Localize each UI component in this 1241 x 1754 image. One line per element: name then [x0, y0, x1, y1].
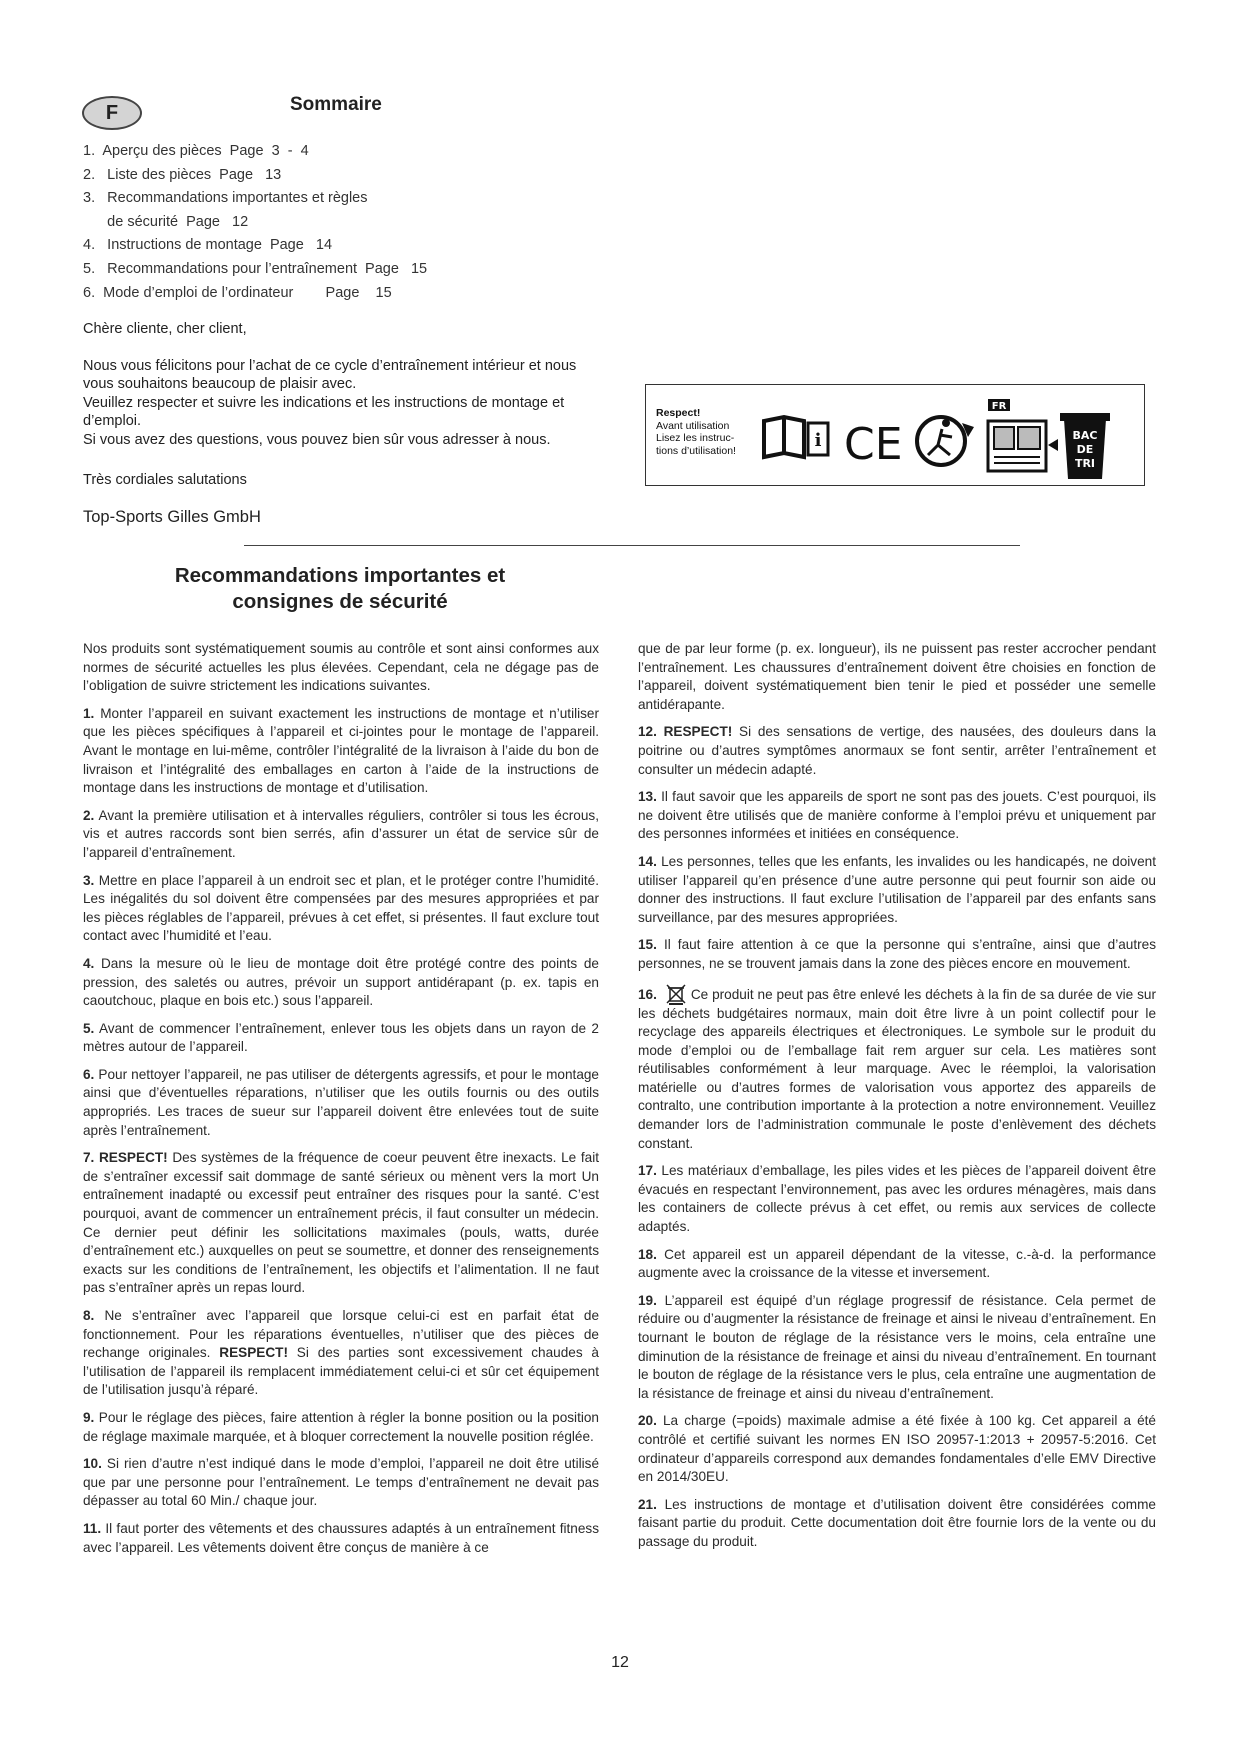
safety-paragraph: que de par leur forme (p. ex. longueur), ils ne puissent pas rester accrocher pendant l’entraînement. Les chaussures d’entraînement doivent être choisies en fonction de l’appareil, doivent systématiquement bien tenir le pied et posséder une semelle antidérapante. — [638, 641, 1156, 712]
safety-paragraph: 18. Cet appareil est un appareil dépendant de la vitesse, c.-à-d. la performance augmente avec la croissance de la vitesse et inversement. — [638, 1246, 1157, 1281]
safety-paragraph: 1. Monter l’appareil en suivant exactement les instructions de montage et n’utiliser que les pièces spécifiques à l’appareil et ci-jointes pour le montage de l’appareil. Avant le montage en lui-même, contrôler l’intégralité de la livraison à l’aide du bon de livraison et l’intégralité des emballages en carton à l’aide de la instructions de montage dans les instructions de montage et d’utilisation. — [83, 705, 600, 796]
intro-letter — [83, 320, 603, 490]
letter-paragraph: Veuillez respecter et suivre les indications et les instructions de montage et d’emploi. — [83, 394, 565, 429]
toc-item: de sécurité Page 12 — [83, 213, 249, 230]
manual-info-icon — [764, 417, 828, 457]
safety-paragraph: 8. Ne s’entraîner avec l’appareil que lorsque celui-ci est en parfait état de fonctionnement. Pour les réparations éventuelles, n’utiliser que des pièces de rechange originales. RESPECT! Si des parties sont excessivement chaudes à l’utilisation de l’appareil ils remplacent immédiatement celui-ci et sûr cet équipement de l’utilisation jusqu’à réparé. — [83, 1308, 600, 1398]
language-badge: F — [82, 96, 142, 130]
safety-paragraph: 16. Ce produit ne peut pas être enlevé les déchets à la fin de sa durée de vie sur les déchets budgétaires normaux, main doit être livre à un point collectif pour le recyclage des appareils électriques et électroniques. Le symbole sur le produit du mode d’emploi ou de l’emballage fait rem arguer sur cela. Les matières sont réutilisables conformément à leur marquage. Avec le réemploi, la valorisation matérielle ou d’autres formes de valorisation vous apportez des appareils de contralto, une contribution importante à la protection a notre environnement. Veuillez demander lors de l’administration communale le poste d’enlèvement des déchets constant. — [638, 983, 1156, 1154]
table-of-contents — [83, 140, 427, 305]
safety-paragraph: 15. Il faut faire attention à ce que la personne qui s’entraîne, ainsi que d’autres personnes, ne se trouvent jamais dans la zone des pièces encore en mouvement. — [638, 937, 1156, 971]
letter-closing: Très cordiales salutations — [83, 472, 247, 488]
toc-item: 4. Instructions de montage Page 14 — [83, 237, 333, 254]
left-column — [83, 640, 599, 1566]
safety-paragraph: 10. Si rien d’autre n’est indiqué dans le mode d’emploi, l’appareil ne doit être utilisé que par une personne pour l’entraînement. Le temps d’entraînement ne devait pas dépasser au total 60 Min./ chaque jour. — [83, 1456, 599, 1509]
ce-mark-icon: CE — [844, 419, 903, 470]
safety-paragraph: 4. Dans la mesure où le lieu de montage doit être protégé contre des points de pression, des saletés ou autres, prévoir un support antidérapant (p. ex. tapis en caoutchouc, plaque en bois etc.) sous l’appareil. — [83, 955, 599, 1009]
notice-line: Avant utilisation — [656, 419, 730, 432]
safety-paragraph: 5. Avant de commencer l’entraînement, enlever tous les objets dans un rayon de 2 mètres autour de l’appareil. — [83, 1020, 599, 1055]
notice-box — [645, 384, 1145, 486]
safety-paragraph: 14. Les personnes, telles que les enfants, les invalides ou les handicapés, ne doivent utiliser l’appareil qu’en présence d’une autre personne qui peut fournir son aide ou donner des instructions. Il faut exclure l’utilisation de l’appareil par des enfants sans surveillance, par des mesures appropriées. — [638, 853, 1156, 925]
salutation: Chère cliente, cher client, — [83, 321, 247, 337]
notice-title: Respect! — [656, 407, 701, 419]
recycle-person-icon — [917, 417, 974, 465]
notice-icons — [756, 393, 1140, 483]
crossed-bin-icon — [665, 983, 687, 1005]
section-title: Recommandations importantes et consignes de sécurité — [174, 564, 506, 613]
toc-item: 1. Aperçu des pièces Page 3 - 4 — [83, 143, 309, 159]
company-name: Top-Sports Gilles GmbH — [83, 508, 261, 526]
safety-paragraph: 3. Mettre en place l’appareil à un endroit sec et plan, et le protéger contre l’humidité. Les inégalités du sol doivent être compensées par des mesures appropriées et par les pièces réglables de l’appareil, prévues à cet effet, si présentes. Il faut exclure tout contact avec l’humidité et l’eau. — [83, 872, 600, 944]
letter-paragraph: Si vous avez des questions, vous pouvez bien sûr vous adresser à nous. — [83, 431, 551, 448]
svg-text:BAC: BAC — [1072, 429, 1098, 442]
letter-paragraph: Nous vous félicitons pour l’achat de ce cycle d’entraînement intérieur et nous vous souhaitons beaucoup de plaisir avec. — [83, 357, 577, 392]
svg-text:FR: FR — [991, 401, 1007, 412]
safety-paragraph: 17. Les matériaux d’emballage, les piles vides et les pièces de l’appareil doivent être évacués en respectant l’environnement, pas avec les ordures ménagères, mais dans les containers de collecte prévus à cet effet, ou remis aux services de collecte adaptés. — [638, 1163, 1157, 1235]
toc-item: 5. Recommandations pour l’entraînement Page 15 — [83, 260, 428, 277]
page-number: 12 — [611, 1654, 629, 1671]
safety-paragraph: Nos produits sont systématiquement soumis au contrôle et sont ainsi conformes aux normes de sécurité actuelles les plus élevées. Cependant, cela ne dégage pas de l’obligation de suivre strictement les indications suivantes. — [83, 641, 599, 694]
safety-paragraph: 19. L’appareil est équipé d’un réglage progressif de résistance. Cela permet de réduire ou d’augmenter la résistance de freinage et ainsi le niveau d’entraînement. En tournant le bouton de réglage de la résistance vers le moins, cela entraîne une diminution de la résistance de freinage et ainsi du niveau d’entraînement. En tournant le bouton de réglage de la résistance vers le plus, cela entraîne une augmentation de la résistance de freinage et ainsi du niveau d’entraînement. — [638, 1292, 1156, 1401]
safety-paragraph: 9. Pour le réglage des pièces, faire attention à régler la bonne position ou la position de réglage maximale marquée, et à bloquer correctement la nouvelle position réglée. — [83, 1409, 599, 1444]
recycling-bin-icon — [1060, 413, 1110, 479]
safety-paragraph: 7. RESPECT! Des systèmes de la fréquence de coeur peuvent être inexacts. Le fait de s’entraîner excessif sait dommage de santé sérieux ou mènent vers la mort Un entraînement inadapté ou excessif peut entraîner des risques pour la santé. C’est pourquoi, avant de commencer un entraînement précis, il faut consulter un médecin. Ce dernier peut définir les sollicitations maximales (pouls, watts, durée d’entraînement etc.) auxquelles on peut se soumettre, et donner des renseignements exacts sur les conditions de l’entraînement, les objectifs et l’alimentation. Il ne faut pas s’entraîner après un repas lourd. — [83, 1150, 599, 1296]
safety-paragraph: 6. Pour nettoyer l’appareil, ne pas utiliser de détergents agressifs, et pour le montage ainsi que d’éventuelles réparations, n’utiliser que les outils fournis ou des outils appropriés. Les traces de sueur sur l’appareil doivent être enlevées tout de suite après l’entraînement. — [83, 1066, 599, 1138]
divider — [244, 545, 1020, 546]
notice-text — [656, 407, 736, 457]
safety-paragraph: 2. Avant la première utilisation et à intervalles réguliers, contrôler si tous les écrous, vis et autres raccords sont bien serrés, afin d’assurer un état de service sûr de l’appareil d’entraînement. — [83, 807, 599, 860]
notice-line: Lisez les instruc- — [656, 432, 735, 444]
safety-paragraph: 20. La charge (=poids) maximale admise a été fixée à 100 kg. Cet appareil a été contrôlé et certifié suivant les normes EN ISO 20957-1:2013 + 20957-5:2016. Cet ordinateur d’appareils correspond aux demandes fondamentales d’elle EMV Directive en 2014/30EU. — [638, 1413, 1156, 1485]
notice-line: tions d’utilisation! — [656, 444, 736, 457]
safety-paragraph: 13. Il faut savoir que les appareils de sport ne sont pas des jouets. C’est pourquoi, ils ne doivent être utilisés que de manière conforme à l’emploi prévu et uniquement par des personnes informées et initiées en conséquence. — [638, 789, 1157, 842]
toc-item: 3. Recommandations importantes et règles — [83, 190, 368, 207]
svg-text:TRI: TRI — [1074, 457, 1096, 470]
svg-text:DE: DE — [1076, 443, 1094, 456]
safety-paragraph: 21. Les instructions de montage et d’utilisation doivent être considérées comme faisant partie du produit. Cette documentation doit être fournie lors de la vente ou du passage du produit. — [638, 1496, 1156, 1549]
safety-paragraph: 12. RESPECT! Si des sensations de vertige, des nausées, des douleurs dans la poitrine ou d’autres symptômes anormaux se font sentir, arrêter l’entraînement et consulter un médecin adapté. — [638, 724, 1157, 777]
booklet-icon — [988, 399, 1058, 471]
svg-text:i: i — [814, 430, 822, 451]
right-column — [638, 640, 1156, 1561]
toc-item: 2. Liste des pièces Page 13 — [83, 166, 282, 183]
toc-item: 6. Mode d’emploi de l’ordinateur Page 15 — [83, 284, 392, 301]
safety-paragraph: 11. Il faut porter des vêtements et des chaussures adaptés à un entraînement fitness avec l’appareil. Les vêtements doivent être conçus de manière à ce — [83, 1520, 599, 1555]
toc-title: Sommaire — [290, 94, 382, 115]
